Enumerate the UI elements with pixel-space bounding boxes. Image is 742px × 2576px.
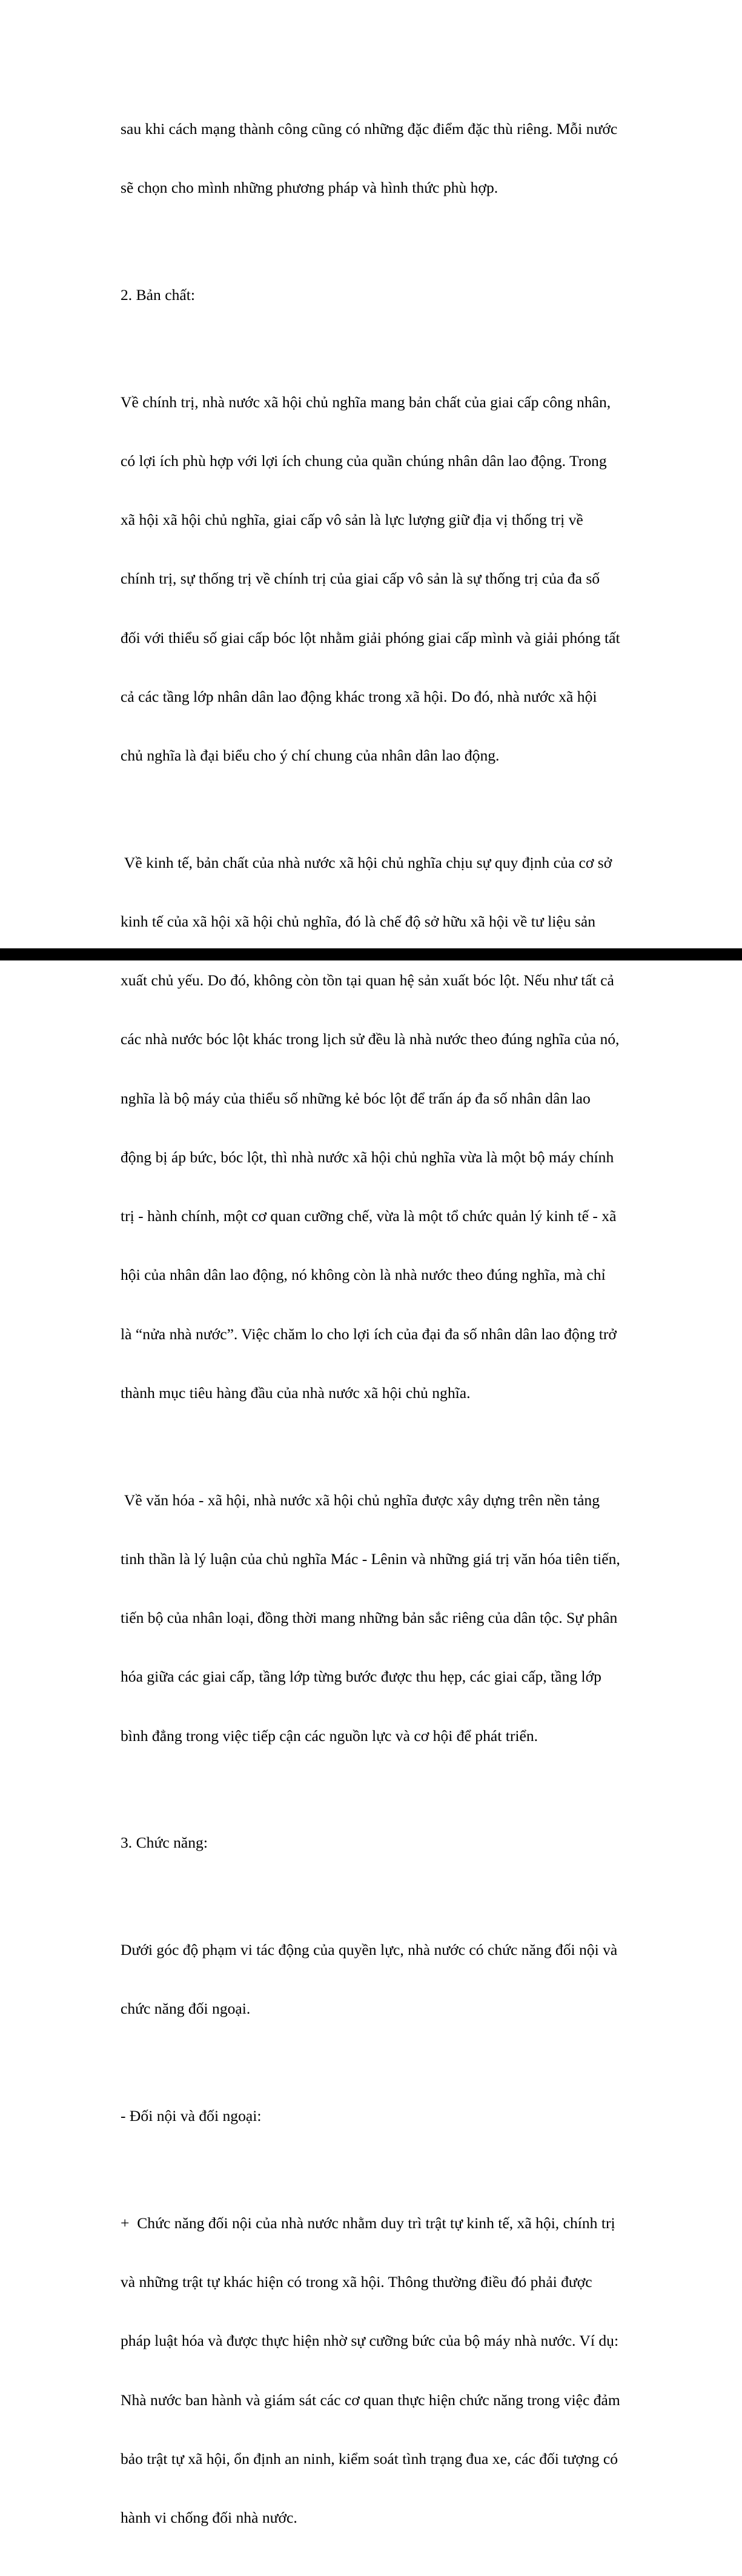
text-line: các nhà nước bóc lột khác trong lịch sử đều là nhà nước theo đúng nghĩa của nó, (121, 1030, 620, 1048)
text-line: Dưới góc độ phạm vi tác động của quyền lực, nhà nước có chức năng đối nội và (121, 1941, 618, 1959)
text-line: chủ nghĩa là đại biểu cho ý chí chung của nhân dân lao động. (121, 747, 500, 764)
paragraph-chinh-tri (121, 353, 635, 805)
subheading-doi-noi-doi-ngoai (121, 2067, 635, 2165)
text-line: + Chức năng đối nội của nhà nước nhằm duy trì trật tự kinh tế, xã hội, chính trị (121, 2214, 615, 2232)
text-line: Nhà nước ban hành và giám sát các cơ quan thực hiện chức năng trong việc đảm (121, 2391, 620, 2409)
paragraph-van-hoa-xa-hoi (121, 1451, 635, 1785)
text-line: cả các tầng lớp nhân dân lao động khác trong xã hội. Do đó, nhà nước xã hội (121, 687, 597, 705)
text-line: xuất chủ yếu. Do đó, không còn tồn tại quan hệ sản xuất bóc lột. Nếu như tất cả (121, 971, 614, 990)
paragraph-intro-continuation (121, 80, 635, 237)
text-line: 3. Chức năng: (121, 1834, 208, 1852)
text-line: thành mục tiêu hàng đầu của nhà nước xã hội chủ nghĩa. (121, 1383, 471, 1402)
text-line: sau khi cách mạng thành công cũng có những đặc điểm đặc thù riêng. Mỗi nước (121, 119, 618, 138)
section-heading-ban-chat (121, 246, 635, 344)
document-body (121, 80, 635, 2576)
text-line: có lợi ích phù hợp với lợi ích chung của quần chúng nhân dân lao động. Trong (121, 451, 607, 470)
paragraph-kinh-te (121, 814, 635, 1442)
text-line: đối với thiểu số giai cấp bóc lột nhằm giải phóng giai cấp mình và giải phóng tất (121, 628, 620, 647)
text-line: hành vi chống đối nhà nước. (121, 2509, 297, 2527)
text-line: xã hội xã hội chủ nghĩa, giai cấp vô sản là lực lượng giữ địa vị thống trị về (121, 511, 583, 529)
text-line: nghĩa là bộ máy của thiểu số những kẻ bóc lột để trấn áp đa số nhân dân lao (121, 1089, 591, 1107)
text-line: bảo trật tự xã hội, ổn định an ninh, kiểm soát tình trạng đua xe, các đối tượng có (121, 2449, 618, 2468)
text-line: sẽ chọn cho mình những phương pháp và hình thức phù hợp. (121, 179, 499, 197)
text-line: hội của nhân dân lao động, nó không còn là nhà nước theo đúng nghĩa, mà chỉ (121, 1266, 606, 1284)
text-line: tiến bộ của nhân loại, đồng thời mang những bản sắc riêng của dân tộc. Sự phân (121, 1609, 618, 1627)
text-line: - Đối nội và đối ngoại: (121, 2107, 262, 2125)
paragraph-chuc-nang-intro (121, 1901, 635, 2058)
page-bottom-edge (0, 948, 742, 960)
section-heading-chuc-nang (121, 1794, 635, 1892)
text-line: Về văn hóa - xã hội, nhà nước xã hội chủ nghĩa được xây dựng trên nền tảng (121, 1491, 600, 1509)
text-line: 2. Bản chất: (121, 285, 195, 304)
text-line: chính trị, sự thống trị về chính trị của giai cấp vô sản là sự thống trị của đa số (121, 570, 600, 588)
text-line: và những trật tự khác hiện có trong xã hội. Thông thường điều đó phải được (121, 2273, 592, 2291)
text-line: pháp luật hóa và được thực hiện nhờ sự cưỡng bức của bộ máy nhà nước. Ví dụ: (121, 2332, 619, 2350)
text-line: Về kinh tế, bản chất của nhà nước xã hội chủ nghĩa chịu sự quy định của cơ sở (121, 853, 612, 871)
text-line: bình đẳng trong việc tiếp cận các nguồn lực và cơ hội để phát triển. (121, 1726, 538, 1745)
text-line: kinh tế của xã hội xã hội chủ nghĩa, đó là chế độ sở hữu xã hội về tư liệu sản (121, 913, 596, 931)
paragraph-chuc-nang-doi-noi (121, 2174, 635, 2567)
text-line: tinh thần là lý luận của chủ nghĩa Mác - Lênin và những giá trị văn hóa tiên tiến, (121, 1549, 620, 1568)
text-line: Về chính trị, nhà nước xã hội chủ nghĩa mang bản chất của giai cấp công nhân, (121, 393, 611, 411)
text-line: trị - hành chính, một cơ quan cưỡng chế, vừa là một tổ chức quản lý kinh tế - xã (121, 1207, 617, 1225)
text-line: động bị áp bức, bóc lột, thì nhà nước xã hội chủ nghĩa vừa là một bộ máy chính (121, 1148, 614, 1166)
text-line: hóa giữa các giai cấp, tầng lớp từng bước được thu hẹp, các giai cấp, tầng lớp (121, 1668, 601, 1686)
text-line: chức năng đối ngoại. (121, 2000, 251, 2018)
text-line: là “nửa nhà nước”. Việc chăm lo cho lợi ích của đại đa số nhân dân lao động trở (121, 1325, 617, 1343)
